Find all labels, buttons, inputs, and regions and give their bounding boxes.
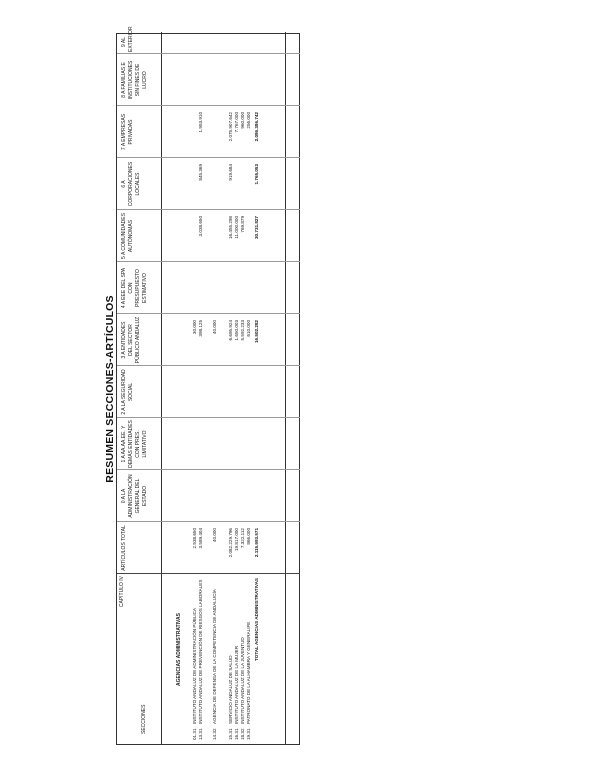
row-c6: 16.455.298: [228, 216, 233, 239]
col-header-4: 4 A EEE DEL SPA CON PRESUPUESTO ESTIMATIVO: [121, 267, 148, 309]
row-name: INSTITUTO ANDALUZ DE LA JUVENTUD: [240, 637, 245, 724]
row-c4: 1.650.003: [234, 320, 239, 341]
total-row-c6: 30.731.827: [254, 216, 259, 239]
header-divider: [161, 32, 162, 744]
row-name: INSTITUTO ANDALUZ DE LA MUJER: [234, 645, 239, 724]
row-code: 01.31: [192, 728, 197, 740]
col-divider: [117, 469, 300, 470]
row-code: 16.31: [234, 728, 239, 740]
col-divider: [117, 53, 300, 54]
row-c4: 40.000: [212, 320, 217, 335]
total-row-total: 2.115.993.571: [254, 528, 259, 558]
col-header-8: 8 A FAMILIAS E INSTITUCIONES SIN FINES DE LUCRO: [121, 60, 148, 100]
row-c6: 769.879: [240, 216, 245, 233]
col-header-9: 9 AL EXTERIOR: [121, 26, 134, 52]
row-total: 2.082.229.796: [228, 528, 233, 558]
total-row-label: TOTAL AGENCIAS ADMINISTRATIVAS: [254, 578, 259, 661]
col-header-total: ARTÍCULOS TOTAL: [121, 525, 127, 571]
row-c6: 11.000.000: [234, 216, 239, 239]
capitulo-label: CAPÍTULO IV: [119, 576, 125, 608]
col-header-6: 6 A CORPORACIONES LOCALES: [121, 161, 141, 207]
total-row-c4: 16.502.282: [254, 320, 259, 343]
rotated-table-sheet: [104, 26, 300, 745]
col-divider: [117, 157, 300, 158]
row-c4: 398.125: [198, 320, 203, 337]
row-code: 15.31: [228, 728, 233, 740]
row-c7: 845.369: [198, 164, 203, 181]
row-name: SERVICIO ANDALUZ DE SALUD: [228, 655, 233, 724]
row-name: AGENCIA DE DEFENSA DE LA COMPETENCIA DE ANDALUCÍA: [212, 589, 217, 724]
row-c8: 256.000: [246, 112, 251, 129]
col-header-5: 5 A COMUNIDADES AUTÓNOMAS: [121, 213, 134, 259]
col-divider: [117, 417, 300, 418]
row-total: 19.817.000: [234, 528, 239, 551]
col-header-1: 1 A AA.AA.EE. Y DEMÁS ENTIDADES CON PRES. LIMITATIVO: [121, 420, 148, 468]
row-total: 7.322.112: [240, 528, 245, 549]
col-divider: [117, 365, 300, 366]
row-name: INSTITUTO ANDALUZ DE PREVENCIÓN DE RIESGOS LABORALES: [198, 579, 203, 724]
row-code: 13.31: [198, 728, 203, 740]
row-c4: 610.000: [246, 320, 251, 337]
col-divider: [117, 209, 300, 210]
col-divider: [117, 521, 300, 522]
col-divider: [117, 313, 300, 314]
row-c8: 7.767.000: [234, 112, 239, 133]
row-code: 18.32: [240, 728, 245, 740]
row-c4: 5.592.233: [240, 320, 245, 341]
col-divider: [117, 261, 300, 262]
row-c4: 30.000: [192, 320, 197, 335]
col-header-0: 0 A LA ADMINISTRACIÓN GENERAL DEL ESTADO: [121, 474, 148, 518]
total-row-c8: 2.086.386.742: [254, 112, 259, 142]
row-c7: 919.684: [228, 164, 233, 181]
row-c8: 1.953.910: [198, 112, 203, 133]
row-code: 14.32: [212, 728, 217, 740]
section-heading: AGENCIAS ADMINISTRATIVAS: [176, 613, 182, 686]
summary-table: [116, 26, 300, 745]
row-c8: 960.000: [240, 112, 245, 129]
total-row-c7: 1.765.053: [254, 164, 259, 185]
row-total: 3.589.404: [198, 528, 203, 549]
row-code: 19.31: [246, 728, 251, 740]
col-header-3: 3 A ENTIDADES DEL SECTOR PÚBLICO ANDALUZ: [121, 316, 141, 364]
total-divider: [285, 32, 286, 744]
col-divider: [117, 573, 300, 574]
col-divider: [117, 105, 300, 106]
row-name: PATRONATO DE LA ALHAMBRA Y GENERALIFE: [246, 621, 251, 724]
page-title: RESUMEN SECCIONES-ARTÍCULOS: [104, 295, 116, 483]
row-c8: 2.075.907.642: [228, 112, 233, 142]
row-total: 866.000: [246, 528, 251, 545]
row-name: INSTITUTO ANDALUZ DE ADMINISTRACIÓN PÚBLICA: [192, 607, 197, 724]
row-c4: 6.695.924: [228, 320, 233, 341]
secciones-label: SECCIONES: [141, 704, 147, 734]
col-header-7: 7 A EMPRESAS PRIVADAS: [121, 113, 134, 151]
row-c6: 3.038.650: [198, 216, 203, 237]
col-header-2: 2 A LA SEGURIDAD SOCIAL: [121, 369, 134, 415]
row-total: 2.538.650: [192, 528, 197, 549]
row-total: 40.000: [212, 528, 217, 543]
